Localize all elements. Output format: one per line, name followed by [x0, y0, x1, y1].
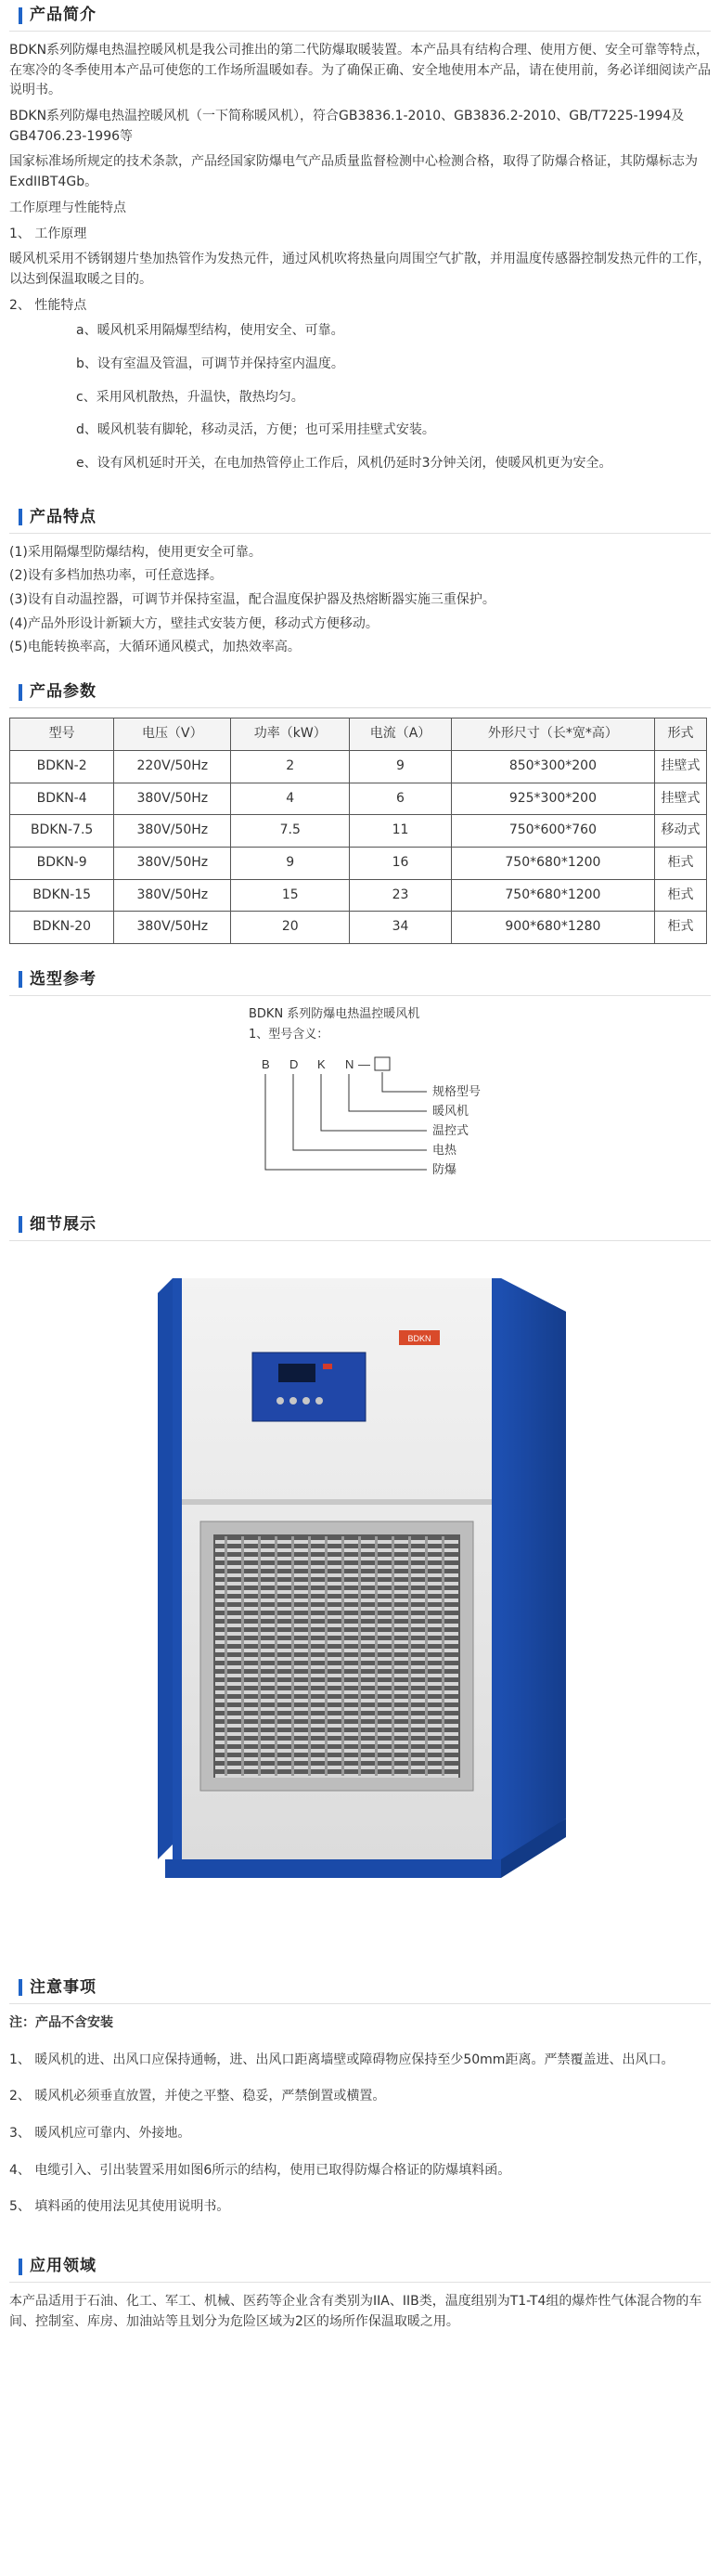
params-cell: BDKN-7.5: [10, 815, 114, 848]
params-cell: 6: [350, 783, 452, 815]
grille-louver: [215, 1732, 458, 1736]
grille-louver: [215, 1540, 458, 1544]
cabinet-right-side: [501, 1278, 566, 1863]
params-cell: 挂壁式: [655, 750, 707, 783]
section-params-title: 产品参数: [30, 682, 96, 702]
grille-louver: [215, 1640, 458, 1644]
section-features-header: [9, 502, 711, 534]
grille-fin: [341, 1536, 344, 1776]
grille-louver: [215, 1615, 458, 1619]
code-dash: —: [358, 1056, 370, 1071]
heater-illustration: [9, 1250, 720, 1937]
section-detail-header: [9, 1210, 711, 1241]
indicator-light: [323, 1364, 332, 1369]
grille-fin: [375, 1536, 378, 1776]
leader-heater: [349, 1074, 427, 1111]
code-leader-lines: [265, 1072, 427, 1170]
features-item-4: (4)产品外形设计新颖大方，壁挂式安装方便，移动式方便移动。: [9, 615, 379, 631]
features-item-1: (1)采用隔爆型防爆结构，使用更安全可靠。: [9, 544, 262, 560]
heading-accent-bar: [19, 684, 22, 701]
section-notes-header: [9, 1973, 711, 2004]
heading-accent-bar: [19, 1216, 22, 1233]
params-col-current: 电流（A）: [350, 718, 452, 751]
params-cell: 9: [350, 750, 452, 783]
params-cell: 220V/50Hz: [114, 750, 231, 783]
model-code-diagram: [9, 1005, 720, 1210]
params-cell: 850*300*200: [451, 750, 654, 783]
brand-nameplate-text: BDKN: [407, 1333, 431, 1343]
params-cell: 750*600*760: [451, 815, 654, 848]
grille-fin: [225, 1536, 227, 1776]
notes-item-3: 3、 暖风机应可靠内、外接地。: [9, 2126, 191, 2141]
code-spec-box: [375, 1057, 390, 1070]
leader-electric: [293, 1074, 427, 1150]
control-button-4: [315, 1397, 323, 1405]
feature-item-e: e、设有风机延时开关，在电加热管停止工作后，风机仍延时3分钟关闭，使暖风机更为安全。: [76, 456, 612, 471]
grille-louver: [215, 1757, 458, 1761]
model-code-svg: [9, 1005, 720, 1210]
feature-item-c: c、采用风机散热，升温快，散热均匀。: [76, 389, 304, 405]
grille-fin: [241, 1536, 244, 1776]
grille-louver: [215, 1774, 458, 1778]
grille-fin: [358, 1536, 361, 1776]
code-label-spec: 规格型号: [432, 1083, 482, 1098]
params-col-size: 外形尺寸（长*宽*高）: [451, 718, 654, 751]
grille-fin: [275, 1536, 277, 1776]
params-col-type: 形式: [655, 718, 707, 751]
code-label-explosion-proof: 防爆: [432, 1161, 457, 1176]
grille-fin: [425, 1536, 428, 1776]
params-cell: 16: [350, 847, 452, 879]
params-row: [10, 783, 707, 815]
grille-fin: [291, 1536, 294, 1776]
code-letter-d: D: [289, 1056, 299, 1071]
code-letter-k: K: [317, 1056, 326, 1071]
params-cell: 挂壁式: [655, 783, 707, 815]
heading-accent-bar: [19, 1979, 22, 1996]
leader-explosion-proof: [265, 1074, 427, 1170]
leader-thermostat: [321, 1074, 427, 1131]
params-cell: 380V/50Hz: [114, 879, 231, 912]
params-col-power: 功率（kW）: [231, 718, 350, 751]
intro-sub-2: 2、 性能特点: [9, 297, 87, 313]
notes-item-4: 4、 电缆引入、引出装置采用如图6所示的结构，使用已取得防爆合格证的防爆填料函。: [9, 2162, 511, 2178]
grille-louver: [215, 1766, 458, 1769]
code-letter-b: B: [262, 1056, 270, 1071]
params-cell: 380V/50Hz: [114, 912, 231, 944]
params-table-body: [10, 750, 707, 943]
grille-louver: [215, 1699, 458, 1702]
params-cell: 750*680*1200: [451, 879, 654, 912]
params-cell: 900*680*1280: [451, 912, 654, 944]
params-cell: BDKN-9: [10, 847, 114, 879]
params-row: [10, 879, 707, 912]
grille-louver: [215, 1565, 458, 1569]
section-selection-title: 选型参考: [30, 970, 96, 990]
front-left-pillar: [173, 1278, 182, 1863]
params-cell: 柜式: [655, 912, 707, 944]
grille-louver: [215, 1741, 458, 1744]
params-header-row: [10, 718, 707, 751]
grille-louver: [215, 1632, 458, 1636]
params-cell: 34: [350, 912, 452, 944]
params-cell: 750*680*1200: [451, 847, 654, 879]
heading-accent-bar: [19, 7, 22, 24]
application-text: 本产品适用于石油、化工、军工、机械、医药等企业含有类别为IIA、IIB类，温度组别为T1-T4组的爆炸性气体混合物的车间、控制室、库房、加油站等且划分为危险区域为2区的场所作保温取暖之用。: [9, 2294, 702, 2329]
grille-louver: [215, 1557, 458, 1560]
heading-accent-bar: [19, 509, 22, 525]
params-table: [9, 718, 707, 944]
section-detail-title: 细节展示: [30, 1215, 96, 1235]
params-cell: 15: [231, 879, 350, 912]
section-notes-title: 注意事项: [30, 1978, 96, 1998]
params-row: [10, 815, 707, 848]
feature-item-b: b、设有室温及管温，可调节并保持室内温度。: [76, 356, 344, 371]
code-label-heater: 暖风机: [432, 1103, 469, 1118]
cabinet-left-edge: [158, 1278, 173, 1859]
params-cell: 11: [350, 815, 452, 848]
params-cell: BDKN-15: [10, 879, 114, 912]
grille-louver: [215, 1590, 458, 1594]
grille-louver: [215, 1690, 458, 1694]
grille-louver: [215, 1599, 458, 1602]
params-cell: 380V/50Hz: [114, 783, 231, 815]
grille-louver: [215, 1665, 458, 1669]
grille-fin: [258, 1536, 261, 1776]
grille-louver: [215, 1707, 458, 1711]
params-cell: 380V/50Hz: [114, 815, 231, 848]
section-selection-header: [9, 964, 711, 996]
params-cell: 2: [231, 750, 350, 783]
diagram-title: BDKN 系列防爆电热温控暖风机: [249, 1006, 420, 1021]
params-cell: BDKN-20: [10, 912, 114, 944]
intro-sub-1: 1、 工作原理: [9, 226, 87, 241]
params-cell: 移动式: [655, 815, 707, 848]
intro-para-4: 工作原理与性能特点: [9, 200, 126, 215]
temperature-display: [278, 1364, 315, 1382]
section-application-title: 应用领域: [30, 2257, 96, 2276]
section-intro-header: [9, 0, 711, 32]
params-cell: 柜式: [655, 847, 707, 879]
section-features-title: 产品特点: [30, 508, 96, 527]
params-cell: 925*300*200: [451, 783, 654, 815]
params-row: [10, 750, 707, 783]
panel-divider: [182, 1499, 492, 1505]
code-label-thermostat: 温控式: [432, 1122, 469, 1137]
grille-louver: [215, 1657, 458, 1661]
grille-fin: [308, 1536, 311, 1776]
heading-accent-bar: [19, 2259, 22, 2275]
features-item-2: (2)设有多档加热功率，可任意选择。: [9, 568, 223, 584]
grille-louver: [215, 1674, 458, 1677]
intro-para-1: BDKN系列防爆电热温控暖风机是我公司推出的第二代防爆取暖装置。本产品具有结构合理、使用方便、安全可靠等特点，在寒冷的冬季使用本产品可使您的工作场所温暖如春。为了确保正确、安全地使用本产品，请在使用前，务必详细阅读产品说明书。: [9, 43, 711, 98]
params-cell: BDKN-2: [10, 750, 114, 783]
intro-para-2: BDKN系列防爆电热温控暖风机（一下简称暖风机），符合GB3836.1-2010、GB3836.2-2010、GB/T7225-1994及GB4706.23-1996等: [9, 109, 685, 144]
code-label-electric: 电热: [432, 1142, 457, 1157]
grille-fin: [442, 1536, 444, 1776]
control-button-1: [276, 1397, 284, 1405]
front-right-pillar: [492, 1278, 501, 1863]
features-item-3: (3)设有自动温控器，可调节并保持室温，配合温度保护器及热熔断器实施三重保护。: [9, 592, 495, 608]
grille-louver: [215, 1724, 458, 1728]
cabinet-base: [165, 1859, 501, 1878]
params-col-model: 型号: [10, 718, 114, 751]
grille-fin: [392, 1536, 394, 1776]
params-row: [10, 847, 707, 879]
control-button-2: [289, 1397, 297, 1405]
grille-fin: [325, 1536, 328, 1776]
notes-lead: 注：产品不含安装: [9, 2014, 113, 2030]
params-cell: 7.5: [231, 815, 350, 848]
leader-spec: [382, 1072, 427, 1092]
grille-louver: [215, 1548, 458, 1552]
params-cell: 380V/50Hz: [114, 847, 231, 879]
params-cell: BDKN-4: [10, 783, 114, 815]
heading-accent-bar: [19, 971, 22, 988]
section-intro-title: 产品简介: [30, 6, 96, 25]
params-cell: 4: [231, 783, 350, 815]
grille-louver: [215, 1749, 458, 1753]
feature-item-d: d、暖风机装有脚轮，移动灵活，方便；也可采用挂壁式安装。: [76, 422, 435, 438]
intro-para-5: 暖风机采用不锈钢翅片垫加热管作为发热元件，通过风机吹将热量向周围空气扩散，并用温度传感器控制发热元件的工作，以达到保温取暖之目的。: [9, 252, 711, 287]
section-params-header: [9, 677, 711, 708]
product-photo: [9, 1250, 720, 1937]
grille-louver: [215, 1573, 458, 1577]
notes-item-5: 5、 填料函的使用法见其使用说明书。: [9, 2199, 230, 2215]
grille-louver: [215, 1715, 458, 1719]
grille-louver: [215, 1607, 458, 1611]
diagram-subtitle: 1、型号含义：: [249, 1027, 329, 1042]
grille-fin: [408, 1536, 411, 1776]
grille-louver: [215, 1649, 458, 1652]
code-letter-n: N: [345, 1056, 354, 1071]
intro-para-3: 国家标准场所规定的技术条款，产品经国家防爆电气产品质量监督检测中心检测合格，取得了防爆合格证，其防爆标志为ExdIIBT4Gb。: [9, 154, 698, 190]
grille-louver: [215, 1582, 458, 1586]
grille-louver: [215, 1682, 458, 1686]
params-cell: 9: [231, 847, 350, 879]
params-cell: 20: [231, 912, 350, 944]
notes-item-1: 1、 暖风机的进、出风口应保持通畅，进、出风口距离墙壁或障碍物应保持至少50mm距离。严禁覆盖进、出风口。: [9, 2052, 675, 2067]
notes-list: [9, 2013, 711, 2218]
notes-item-2: 2、 暖风机必须垂直放置，并使之平整、稳妥，严禁倒置或横置。: [9, 2089, 386, 2104]
features-item-5: (5)电能转换率高，大循环通风模式，加热效率高。: [9, 640, 301, 655]
grille-louver: [215, 1624, 458, 1627]
control-button-3: [302, 1397, 310, 1405]
section-application-header: [9, 2251, 711, 2283]
feature-item-a: a、暖风机采用隔爆型结构，使用安全、可靠。: [76, 323, 344, 339]
params-row: [10, 912, 707, 944]
feature-list: [9, 321, 711, 473]
params-cell: 柜式: [655, 879, 707, 912]
control-panel: [252, 1353, 366, 1421]
params-cell: 23: [350, 879, 452, 912]
params-col-voltage: 电压（V）: [114, 718, 231, 751]
